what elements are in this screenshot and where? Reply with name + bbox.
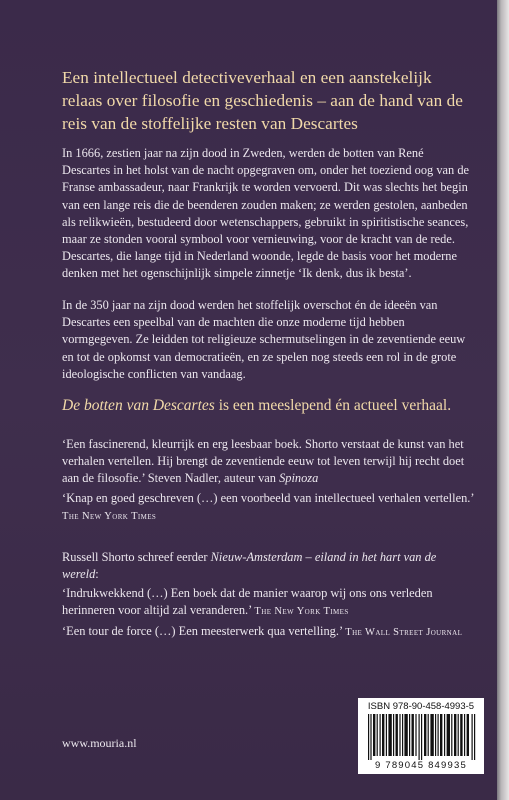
author-note	[62, 549, 474, 583]
teaser-rest: is een meeslepend én actueel verhaal.	[214, 397, 452, 414]
paragraph-1: In 1666, zestien jaar na zijn dood in Zweden, werden de botten van René Descartes in het holst van de nacht opgegraven om, onder het toeziend oog van de Franse ambassadeur, naar Frankrijk te worden vervoerd. Dit was slechts het begin van een lange reis die de beenderen zouden maken; ze werden gestolen, aanbeden als relikwieën, bestudeerd door wetenschappers, gebruikt in spiritistische seances, maar ze stonden vooral symbool voor vernieuwing, voor de kracht van de rede. Descartes, die lange tijd in Nederland woonde, legde de basis voor het moderne denken met het ogenschijnlijk simpele zinnetje ‘Ik denk, dus ik besta’.	[62, 146, 470, 281]
barcode-number: 9 789045 849935	[375, 760, 467, 771]
quote-2	[62, 490, 474, 525]
barcode-icon	[366, 714, 478, 760]
quote-4-source: The Wall Street Journal	[345, 627, 463, 638]
page-edge	[496, 0, 509, 800]
quote-1-book: Spinoza	[279, 471, 319, 486]
quote-3-text: ‘Indrukwekkend (…) Een boek dat de manier waarop wij ons ons verleden herinneren voor altijd zal veranderen.’	[62, 586, 433, 618]
quote-4-text: ‘Een tour de force (…) Een meesterwerk qua vertelling.’	[62, 624, 346, 638]
quote-3	[62, 585, 474, 620]
author-note-text: schreef eerder	[134, 550, 211, 564]
barcode-box	[358, 698, 484, 774]
publisher-website: www.mouria.nl	[62, 736, 137, 750]
teaser-line	[62, 396, 474, 416]
quote-3-source: The New York Times	[254, 606, 349, 618]
quote-1	[62, 436, 474, 488]
quote-1-text: ‘Een fascinerend, kleurrijk en erg leesbaar boek. Shorto verstaat de kunst van het verhalen vertellen. Hij brengt de zeventiende eeuw tot leven terwijl hij recht doet aan de filosofie.’ Steven Nadler, auteur van	[62, 437, 465, 486]
author-note-end: :	[95, 567, 99, 582]
paragraph-2: In de 350 jaar na zijn dood werden het stoffelijk overschot én de ideeën van Descartes een speelbal van de machten die onze moderne tijd hebben vormgegeven. Ze leidden tot religieuze schermutselingen in de zeventiende eeuw en tot de opkomst van democratieën, en ze spelen nog steeds een rol in de grote ideologische conflicten van vandaag.	[62, 298, 466, 381]
lead-text: Een intellectueel detectiveverhaal en een aanstekelijk relaas over filosofie en geschiedenis – aan de hand van de reis van de stoffelijke resten van Descartes	[62, 68, 463, 133]
teaser-book-title: De botten van Descartes	[62, 397, 215, 414]
quote-2-text: ‘Knap en goed geschreven (…) een voorbeeld van intellectueel verhalen vertellen.’	[62, 491, 474, 505]
quote-4	[62, 623, 474, 641]
author-name: Russell Shorto	[62, 550, 135, 564]
isbn-label: ISBN 978-90-458-4993-5	[367, 701, 475, 712]
quote-2-source: The New York Times	[62, 511, 157, 523]
author-earlier-book: Nieuw-Amsterdam – eiland in het hart van de wereld	[62, 550, 437, 582]
